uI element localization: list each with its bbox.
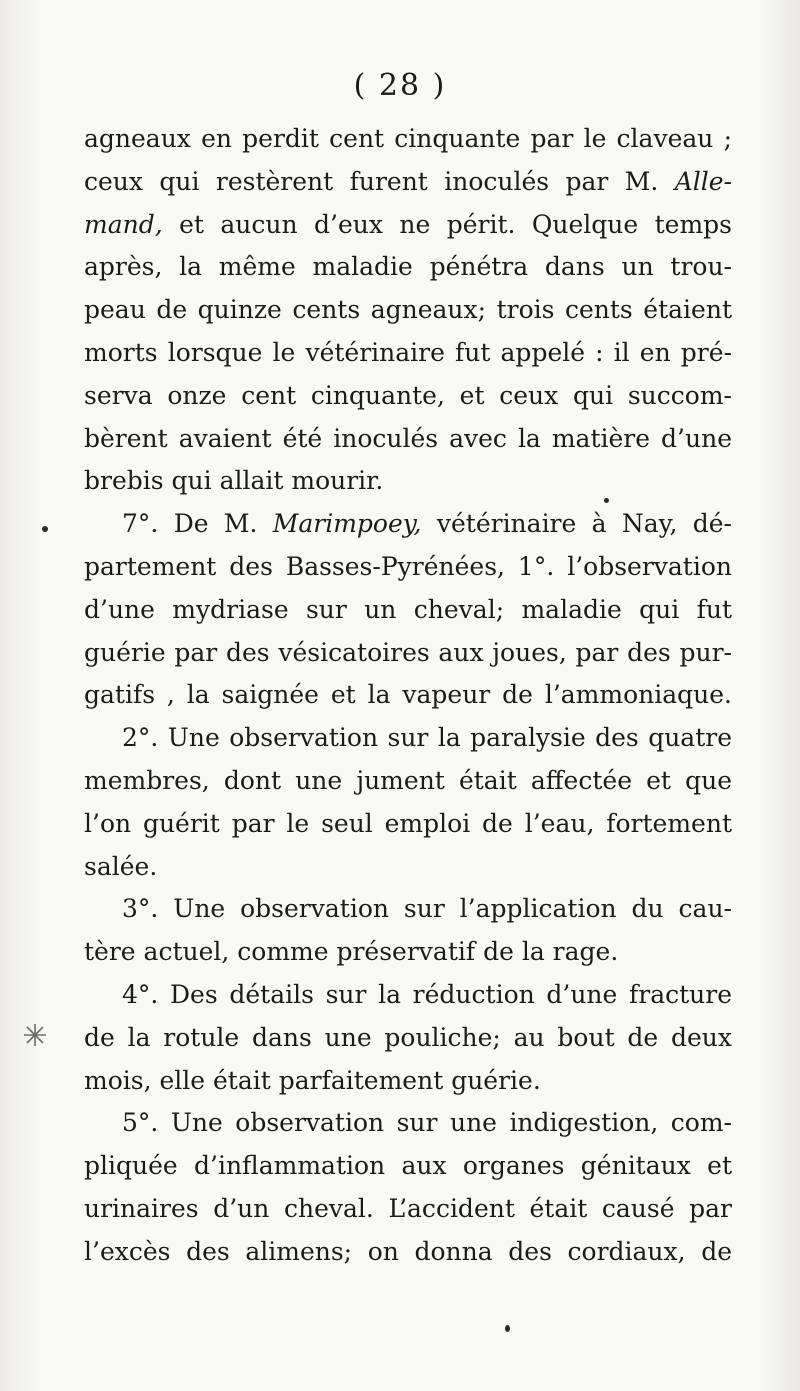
text-segment: l’excès des alimens; on donna des cordiaux, de <box>84 1236 732 1266</box>
text-line <box>84 589 732 632</box>
text-line <box>84 888 732 931</box>
text-line <box>84 118 732 161</box>
blot-mark-icon <box>22 1022 48 1048</box>
text-segment: tère actuel, comme préservatif de la rage. <box>84 937 619 967</box>
text-segment: brebis qui allait mourir. <box>84 466 384 496</box>
text-segment: après, la même maladie pénétra dans un trou- <box>84 252 732 282</box>
text-line <box>84 803 732 846</box>
text-segment: serva onze cent cinquante, et ceux qui succom- <box>84 380 732 410</box>
text-segment: d’une mydriase sur un cheval; maladie qui fut <box>84 594 732 624</box>
text-segment: 3°. Une observation sur l’application du cau- <box>122 894 732 924</box>
text-segment: membres, dont une jument était affectée et que <box>84 765 732 795</box>
text-line <box>84 204 732 247</box>
text-line <box>84 418 732 461</box>
text-line <box>84 375 732 418</box>
text-segment: vétérinaire à Nay, dé- <box>421 509 732 539</box>
text-line <box>84 717 732 760</box>
text-segment: 5°. Une observation sur une indigestion, com- <box>122 1108 732 1138</box>
text-line <box>84 846 732 889</box>
ink-speck <box>604 498 609 503</box>
text-segment: de la rotule dans une pouliche; au bout de deux <box>84 1022 732 1052</box>
text-line <box>84 760 732 803</box>
text-segment: 4°. Des détails sur la réduction d’une fracture <box>122 979 732 1009</box>
text-line <box>84 546 732 589</box>
text-segment: ceux qui restèrent furent inoculés par M. <box>84 166 675 196</box>
text-segment: salée. <box>84 851 158 881</box>
text-line <box>84 246 732 289</box>
text-segment: guérie par des vésicatoires aux joues, par des pur- <box>84 637 732 667</box>
body-text <box>84 118 732 1274</box>
italic-name: Alle- <box>674 166 732 196</box>
text-line <box>84 332 732 375</box>
text-line <box>84 161 732 204</box>
text-segment: 7°. De M. <box>122 509 273 539</box>
text-segment: morts lorsque le vétérinaire fut appelé : il en pré- <box>84 337 732 367</box>
text-line <box>84 1102 732 1145</box>
text-segment: bèrent avaient été inoculés avec la matière d’une <box>84 423 732 453</box>
text-segment: gatifs , la saignée et la vapeur de l’ammoniaque. <box>84 680 732 710</box>
text-segment: mois, elle était parfaitement guérie. <box>84 1065 541 1095</box>
text-segment: urinaires d’un cheval. L’accident était causé par <box>84 1193 732 1223</box>
text-line <box>84 1060 732 1103</box>
text-line <box>84 1188 732 1231</box>
text-line <box>84 632 732 675</box>
page-number: ( 28 ) <box>353 68 447 103</box>
ink-speck <box>505 1325 510 1332</box>
text-segment: l’on guérit par le seul emploi de l’eau, fortement <box>84 808 732 838</box>
text-segment: 2°. Une observation sur la paralysie des quatre <box>122 723 732 753</box>
italic-name: Marimpoey, <box>272 509 422 539</box>
text-line <box>84 289 732 332</box>
text-segment: pliquée d’inflammation aux organes génitaux et <box>84 1151 732 1181</box>
text-line <box>84 1017 732 1060</box>
italic-name: mand, <box>84 209 163 239</box>
text-segment: peau de quinze cents agneaux; trois cents étaient <box>84 295 732 325</box>
text-line <box>84 1231 732 1274</box>
text-line <box>84 974 732 1017</box>
text-segment: partement des Basses-Pyrénées, 1°. l’observation <box>84 551 732 581</box>
text-line <box>84 460 732 503</box>
text-line <box>84 503 732 546</box>
text-line <box>84 674 732 717</box>
text-segment: et aucun d’eux ne périt. Quelque temps <box>162 209 732 239</box>
text-line <box>84 1145 732 1188</box>
ink-speck <box>42 526 48 532</box>
text-line <box>84 931 732 974</box>
text-segment: agneaux en perdit cent cinquante par le claveau ; <box>84 124 732 153</box>
